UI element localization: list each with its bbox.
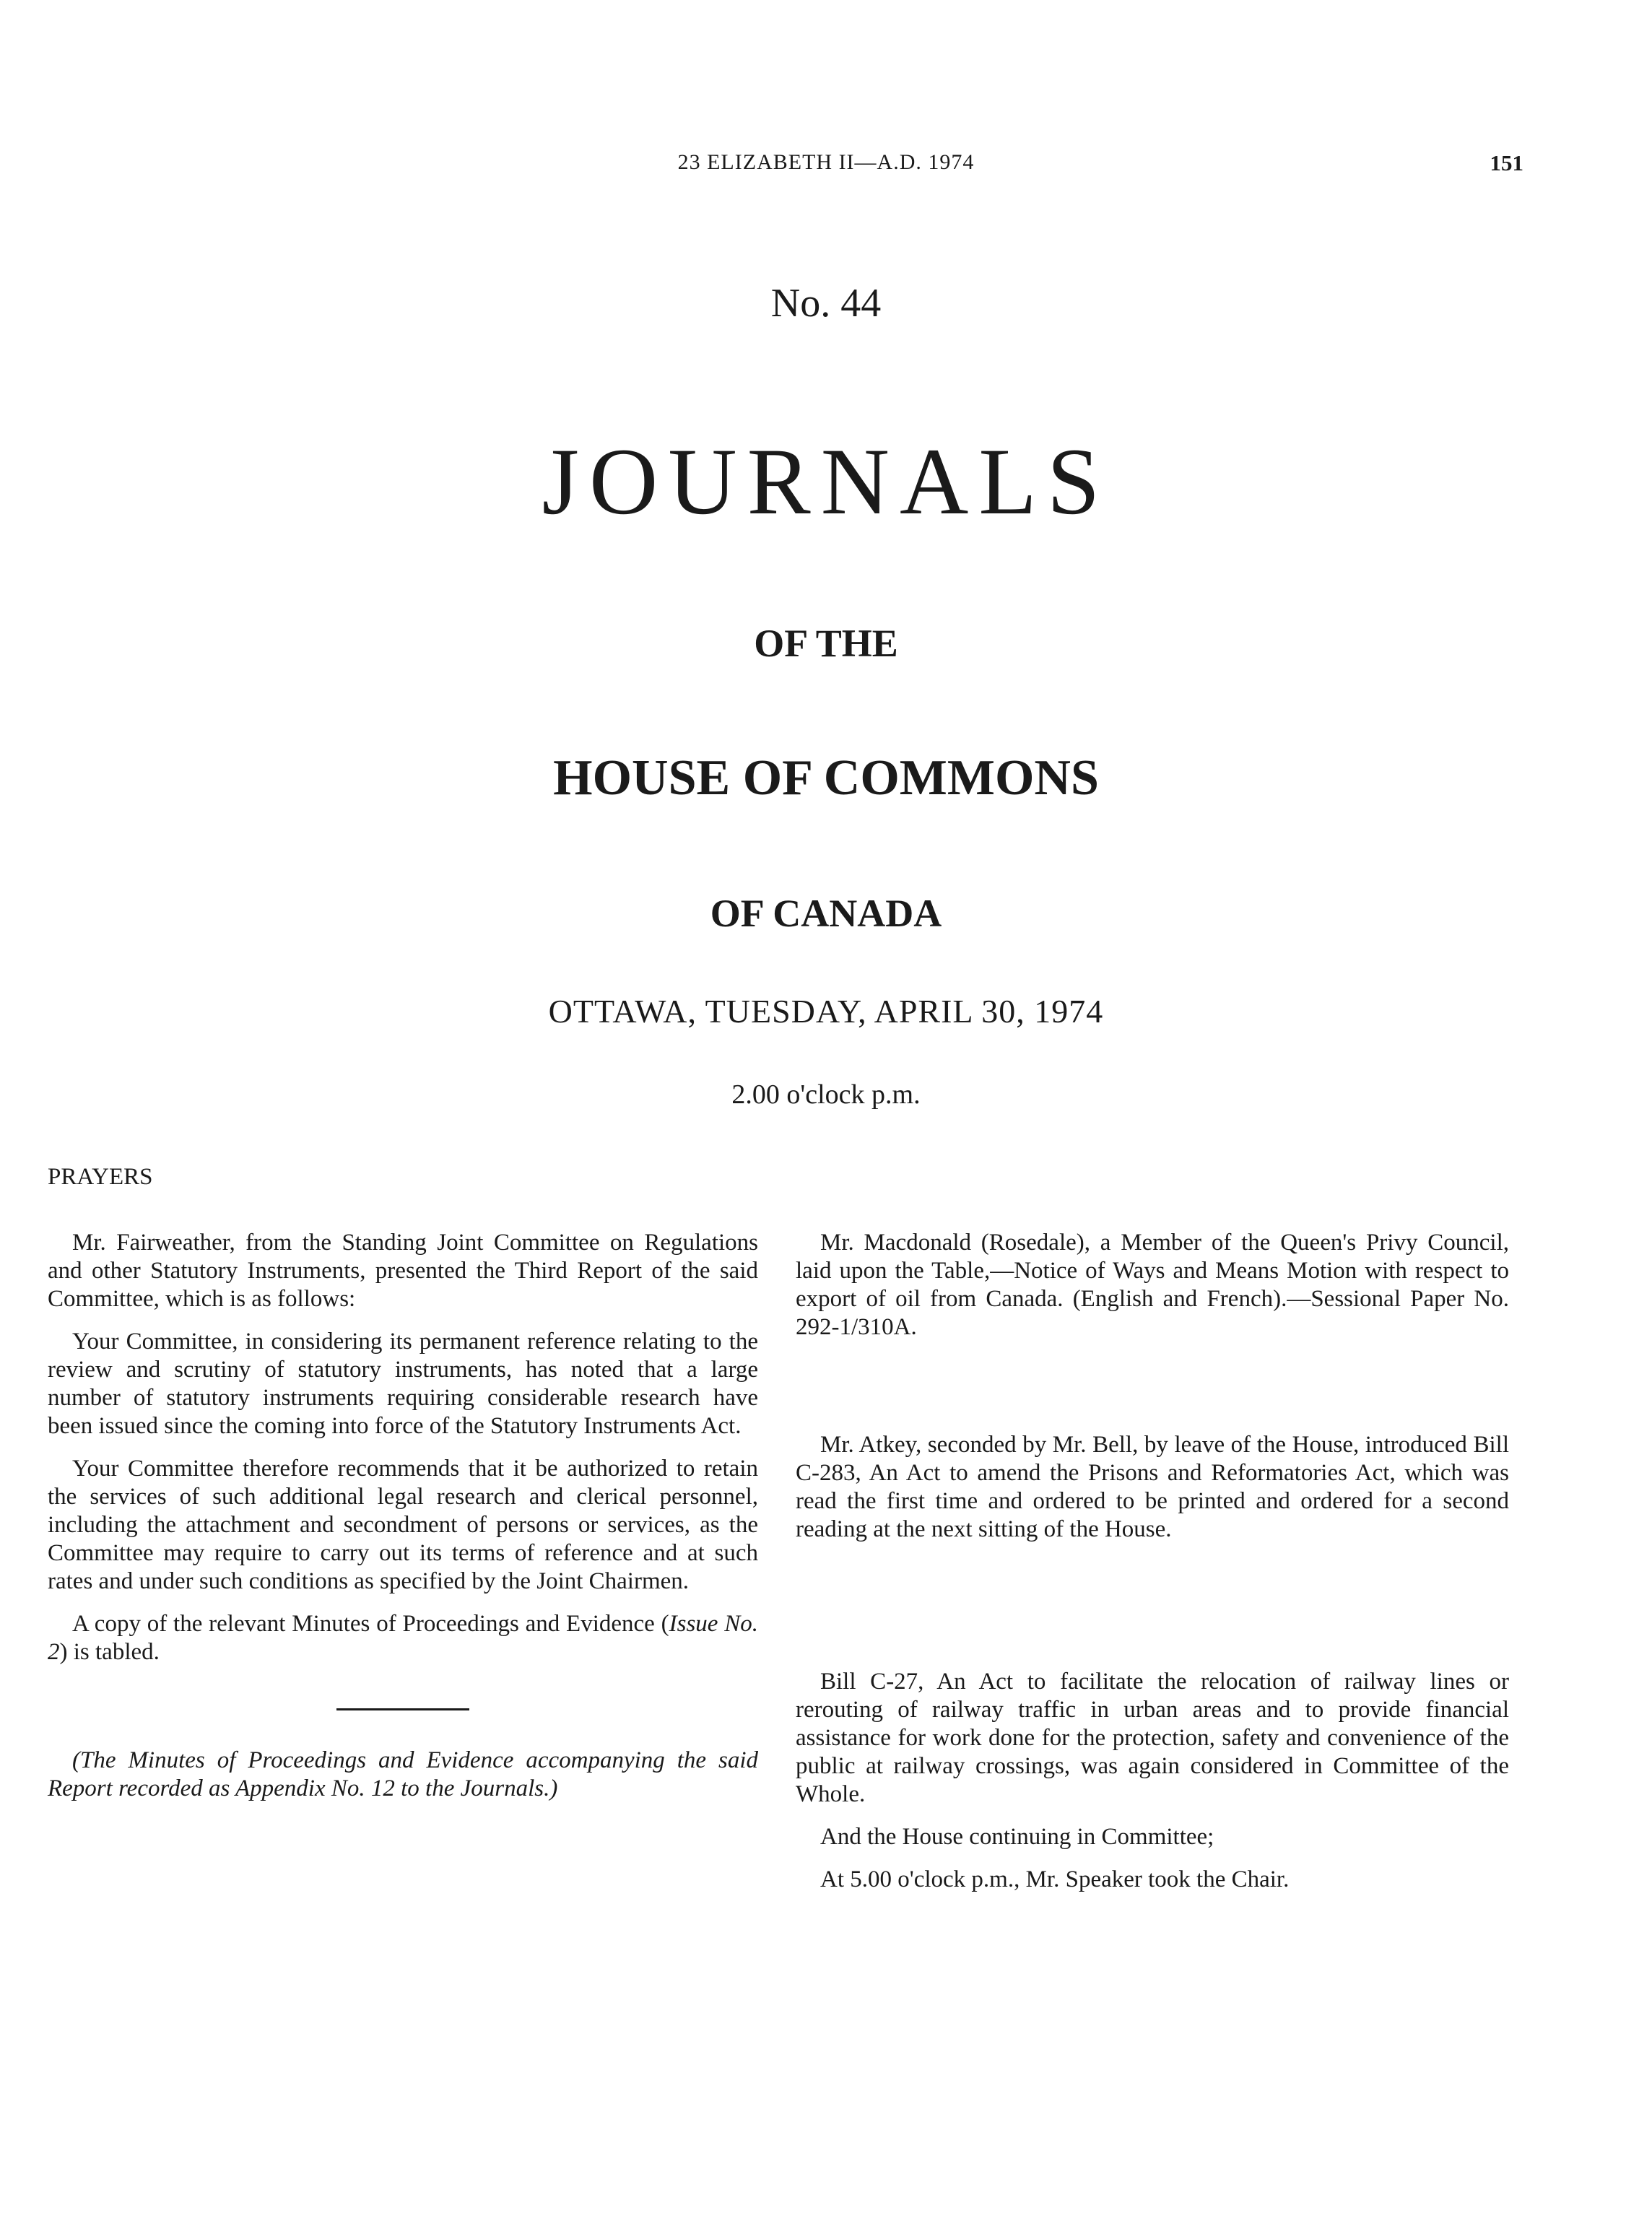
dateline: OTTAWA, TUESDAY, APRIL 30, 1974 (548, 993, 1104, 1030)
paragraph-report-presented: Mr. Fairweather, from the Standing Joint Committee on Regulations and other Statutory Instruments, presented the Third Report of the said Committee, which is as follows: (48, 1230, 758, 1312)
subtitle-house-of-commons: HOUSE OF COMMONS (553, 750, 1099, 806)
minutes-tabled-text: A copy of the relevant Minutes of Proceedings and Evidence ( (72, 1611, 669, 1637)
issue-number: No. 44 (770, 281, 882, 326)
left-column (48, 1229, 758, 1817)
paragraph-committee-noted: Your Committee, in considering its permanent reference relating to the review and scrutiny of statutory instruments, has noted that a large number of statutory instruments requiring considerable research have been issued since the coming into force of the Statutory Instruments Act. (48, 1329, 758, 1439)
paragraph-bill-c27: Bill C-27, An Act to facilitate the relocation of railway lines or rerouting of railway traffic in urban areas and to provide financial assistance for work done for the protection, safety and convenience of the public at railway crossings, was again considered in Committee of the Whole. (796, 1669, 1509, 1807)
minutes-tabled-end: ) is tabled. (59, 1639, 160, 1665)
paragraph-house-continuing: And the House continuing in Committee; (820, 1824, 1214, 1850)
divider-rule (336, 1708, 469, 1710)
right-column-block-3 (796, 1668, 1509, 1908)
running-head: 23 ELIZABETH II—A.D. 1974 (677, 150, 975, 174)
paragraph-speaker-took-chair: At 5.00 o'clock p.m., Mr. Speaker took the Chair. (820, 1866, 1290, 1892)
appendix-note: (The Minutes of Proceedings and Evidence accompanying the said Report recorded as Appendix No. 12 to the Journals.) (48, 1747, 758, 1801)
subtitle-of-canada: OF CANADA (710, 892, 942, 935)
issue-reference: Issue No. 2 (48, 1611, 758, 1665)
subtitle-of-the: OF THE (754, 622, 898, 665)
sitting-time: 2.00 o'clock p.m. (731, 1079, 921, 1110)
paragraph-committee-recommends: Your Committee therefore recommends that it be authorized to retain the services of such additional legal research and clerical personnel, including the attachment and secondment of persons or services, as the Committee may require to carry out its terms of reference and at such rates and under such conditions as specified by the Joint Chairmen. (48, 1456, 758, 1594)
paragraph-bill-c283: Mr. Atkey, seconded by Mr. Bell, by leave of the House, introduced Bill C-283, An Act to amend the Prisons and Reformatories Act, which was read the first time and ordered to be printed and ordered for a second reading at the next sitting of the House. (796, 1432, 1509, 1542)
section-heading-prayers: PRAYERS (48, 1164, 153, 1190)
paragraph-ways-and-means: Mr. Macdonald (Rosedale), a Member of the Queen's Privy Council, laid upon the Table,—Notice of Ways and Means Motion with respect to export of oil from Canada. (English and French).—Sessional Paper No. 292-1/310A. (796, 1230, 1509, 1340)
page-title: JOURNALS (542, 428, 1110, 534)
right-column-block-1 (796, 1229, 1509, 1356)
right-column-block-2 (796, 1431, 1509, 1558)
page-number: 151 (1490, 150, 1523, 175)
paragraph-minutes-tabled (48, 1610, 758, 1666)
